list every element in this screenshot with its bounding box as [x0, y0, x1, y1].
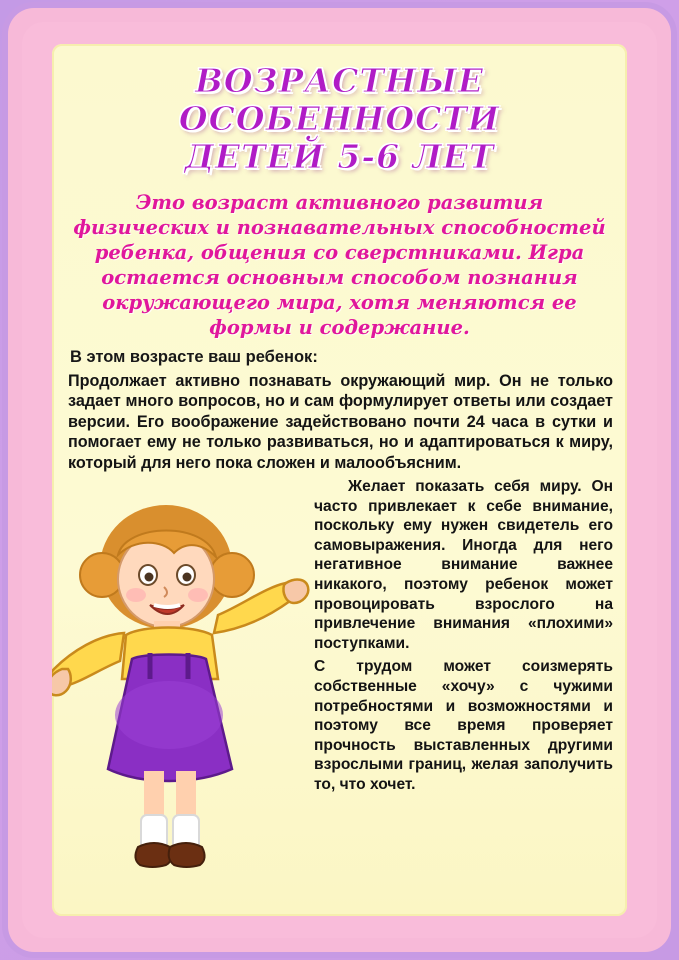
- intro-paragraph: Это возраст активного развития физических и познавательных способностей ребенка, общения со сверстниками. Игра остается основным способом познания окружающего мира, хотя меняются ее формы и содержание.: [73, 191, 606, 339]
- paragraph-2: Желает показать себя миру. Он часто привлекает к себе внимание, поскольку ему нужен свидетель его самовыражения. Иногда для него негативное внимание важнее никакого, поэтому ребенок может провоцировать взрослого на привлечение внимания «плохими» поступками.: [314, 478, 613, 652]
- paragraph-3: С трудом может соизмерять собственные «хочу» с чужими потребностями и возможностями и поэтому все время проверяет прочность выставленных другими взрослыми границ, желая заполучить то, что хочет.: [314, 658, 613, 793]
- title-line-1: ВОЗРАСТНЫЕ ОСОБЕННОСТИ: [178, 61, 501, 138]
- page-title: [52, 44, 627, 180]
- paragraph-1: Продолжает активно познавать окружающий мир. Он не только задает много вопросов, но и сам формулирует ответы или создает версии. Его воображение задействовано почти 24 часа в сутки и помогает ему не только развиваться, но и адаптироваться к миру, который для него пока сложен и малообъясним.: [68, 372, 613, 472]
- lead-text: В этом возрасте ваш ребенок:: [70, 348, 318, 366]
- content-card: [52, 44, 627, 916]
- title-line-2: ДЕТЕЙ 5-6 ЛЕТ: [184, 137, 495, 176]
- right-text-column: [314, 477, 613, 799]
- girl-illustration: [52, 483, 332, 913]
